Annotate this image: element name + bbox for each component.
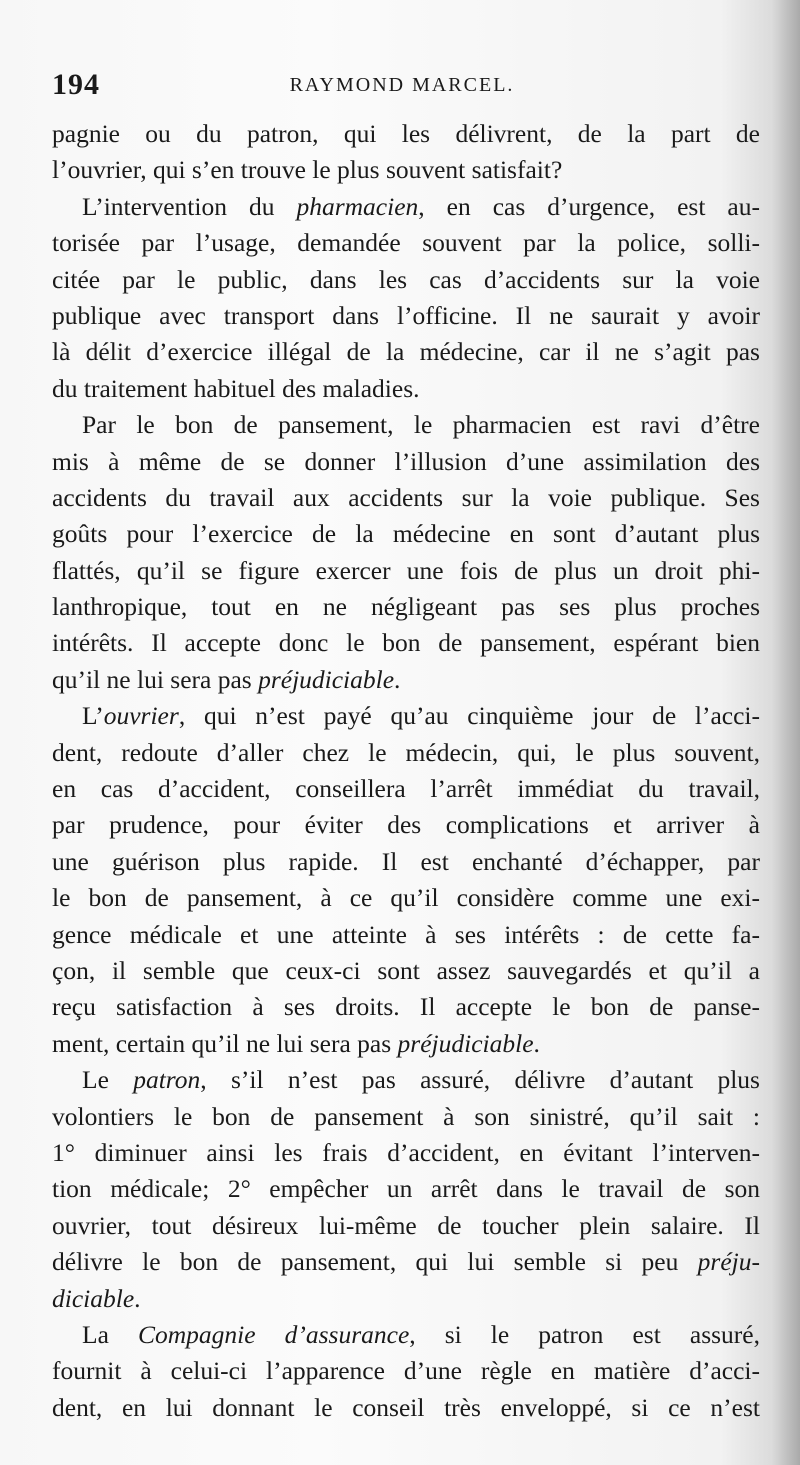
text-span: mis à même de se donner l’illusion d’une assimilation des bbox=[52, 446, 760, 476]
text-span: Par le bon de pansement, le pharmacien est ravi d’être bbox=[82, 410, 760, 440]
text-span: L’intervention du bbox=[82, 191, 297, 221]
page-edge-shadow bbox=[772, 0, 800, 1465]
text-line bbox=[52, 662, 760, 698]
text-line bbox=[52, 407, 760, 443]
text-span: là délit d’exercice illégal de la médecine, car il ne s’agit pas bbox=[52, 337, 760, 367]
text-line bbox=[52, 1353, 760, 1389]
text-line bbox=[52, 1208, 760, 1244]
text-line bbox=[52, 953, 760, 989]
text-line bbox=[52, 1099, 760, 1135]
text-span: tion médicale; 2° empêcher un arrêt dans le travail de son bbox=[52, 1174, 760, 1204]
text-span: accidents du travail aux accidents sur la voie publique. Ses bbox=[52, 482, 760, 512]
text-line bbox=[52, 1062, 760, 1098]
text-span: . bbox=[533, 1028, 540, 1058]
text-span: çon, il semble que ceux-ci sont assez sauvegardés et qu’il a bbox=[52, 955, 760, 985]
text-span: fournit à celui-ci l’apparence d’une règle en matière d’acci- bbox=[52, 1356, 760, 1386]
italic-span: ouvrier bbox=[103, 701, 179, 731]
text-span: une guérison plus rapide. Il est enchanté d’échapper, par bbox=[52, 846, 760, 876]
italic-span: patron bbox=[133, 1065, 201, 1095]
italic-span: préjudiciable bbox=[397, 1028, 534, 1058]
page-header bbox=[52, 68, 752, 108]
text-span: , s’il n’est pas assuré, délivre d’autant plus bbox=[200, 1065, 760, 1095]
italic-span: Compagnie d’assurance bbox=[137, 1319, 410, 1349]
text-span: ouvrier, tout désireux lui-même de toucher plein salaire. Il bbox=[52, 1210, 760, 1240]
text-span: le bon de pansement, à ce qu’il considère comme une exi- bbox=[52, 883, 760, 913]
text-line bbox=[52, 807, 760, 843]
text-line bbox=[52, 844, 760, 880]
text-line bbox=[52, 989, 760, 1025]
text-line bbox=[52, 480, 760, 516]
text-span: l’ouvrier, qui s’en trouve le plus souvent satisfait? bbox=[52, 155, 563, 185]
text-span: volontiers le bon de pansement à son sinistré, qu’il sait : bbox=[52, 1101, 760, 1131]
text-span: , qui n’est payé qu’au cinquième jour de l’acci- bbox=[178, 701, 760, 731]
text-span: L’ bbox=[82, 701, 104, 731]
text-line bbox=[52, 516, 760, 552]
text-span: citée par le public, dans les cas d’accidents sur la voie bbox=[52, 264, 760, 294]
text-line bbox=[52, 698, 760, 734]
text-span: publique avec transport dans l’officine. Il ne saurait y avoir bbox=[52, 300, 760, 330]
text-span: gence médicale et une atteinte à ses intérêts : de cette fa- bbox=[52, 919, 760, 949]
italic-span: préju- bbox=[697, 1247, 760, 1277]
text-span: délivre le bon de pansement, qui lui semble si peu bbox=[52, 1247, 698, 1277]
text-span: dent, redoute d’aller chez le médecin, qui, le plus souvent, bbox=[52, 737, 760, 767]
text-span: torisée par l’usage, demandée souvent par la police, solli- bbox=[52, 228, 760, 258]
italic-span: préjudiciable bbox=[258, 664, 395, 694]
text-line bbox=[52, 444, 760, 480]
text-line bbox=[52, 1244, 760, 1280]
text-span: pagnie ou du patron, qui les délivrent, de la part de bbox=[52, 119, 760, 148]
text-line bbox=[52, 1281, 760, 1317]
text-span: 1° diminuer ainsi les frais d’accident, en évitant l’interven- bbox=[52, 1137, 760, 1167]
text-line bbox=[52, 334, 760, 370]
text-span: Le bbox=[82, 1065, 134, 1095]
text-line bbox=[52, 589, 760, 625]
text-span: , si le patron est assuré, bbox=[409, 1319, 760, 1349]
text-line bbox=[52, 917, 760, 953]
text-span: , en cas d’urgence, est au- bbox=[418, 191, 760, 221]
text-span: reçu satisfaction à ses droits. Il accepte le bon de panse- bbox=[52, 992, 760, 1022]
text-span: lanthropique, tout en ne négligeant pas ses plus proches bbox=[52, 592, 760, 622]
running-title: RAYMOND MARCEL. bbox=[289, 74, 515, 96]
text-line bbox=[52, 371, 760, 407]
text-line bbox=[52, 880, 760, 916]
italic-span: diciable bbox=[52, 1283, 135, 1313]
text-line bbox=[52, 1390, 760, 1426]
text-line bbox=[52, 735, 760, 771]
text-line bbox=[52, 553, 760, 589]
text-span: en cas d’accident, conseillera l’arrêt immédiat du travail, bbox=[52, 774, 760, 804]
text-span: . bbox=[134, 1283, 141, 1313]
text-span: du traitement habituel des maladies. bbox=[52, 373, 420, 403]
text-line bbox=[52, 1135, 760, 1171]
text-span: par prudence, pour éviter des complications et arriver à bbox=[52, 810, 760, 840]
text-line bbox=[52, 625, 760, 661]
text-line bbox=[52, 1171, 760, 1207]
text-line bbox=[52, 189, 760, 225]
text-span: dent, en lui donnant le conseil très enveloppé, si ce n’est bbox=[52, 1392, 760, 1422]
italic-span: pharmacien bbox=[296, 191, 419, 221]
text-line bbox=[52, 771, 760, 807]
text-line bbox=[52, 1026, 760, 1062]
text-line bbox=[52, 116, 760, 152]
text-line bbox=[52, 152, 760, 188]
body-text bbox=[52, 116, 760, 1426]
text-span: goûts pour l’exercice de la médecine en sont d’autant plus bbox=[52, 519, 760, 549]
text-span: qu’il ne lui sera pas bbox=[52, 664, 259, 694]
page-number: 194 bbox=[52, 68, 100, 101]
text-line bbox=[52, 262, 760, 298]
text-span: . bbox=[394, 664, 401, 694]
text-span: flattés, qu’il se figure exercer une fois de plus un droit phi- bbox=[52, 555, 760, 585]
text-span: La bbox=[82, 1319, 138, 1349]
text-span: intérêts. Il accepte donc le bon de pansement, espérant bien bbox=[52, 628, 760, 658]
text-span: ment, certain qu’il ne lui sera pas bbox=[52, 1028, 398, 1058]
text-line bbox=[52, 225, 760, 261]
text-line bbox=[52, 1317, 760, 1353]
text-line bbox=[52, 298, 760, 334]
